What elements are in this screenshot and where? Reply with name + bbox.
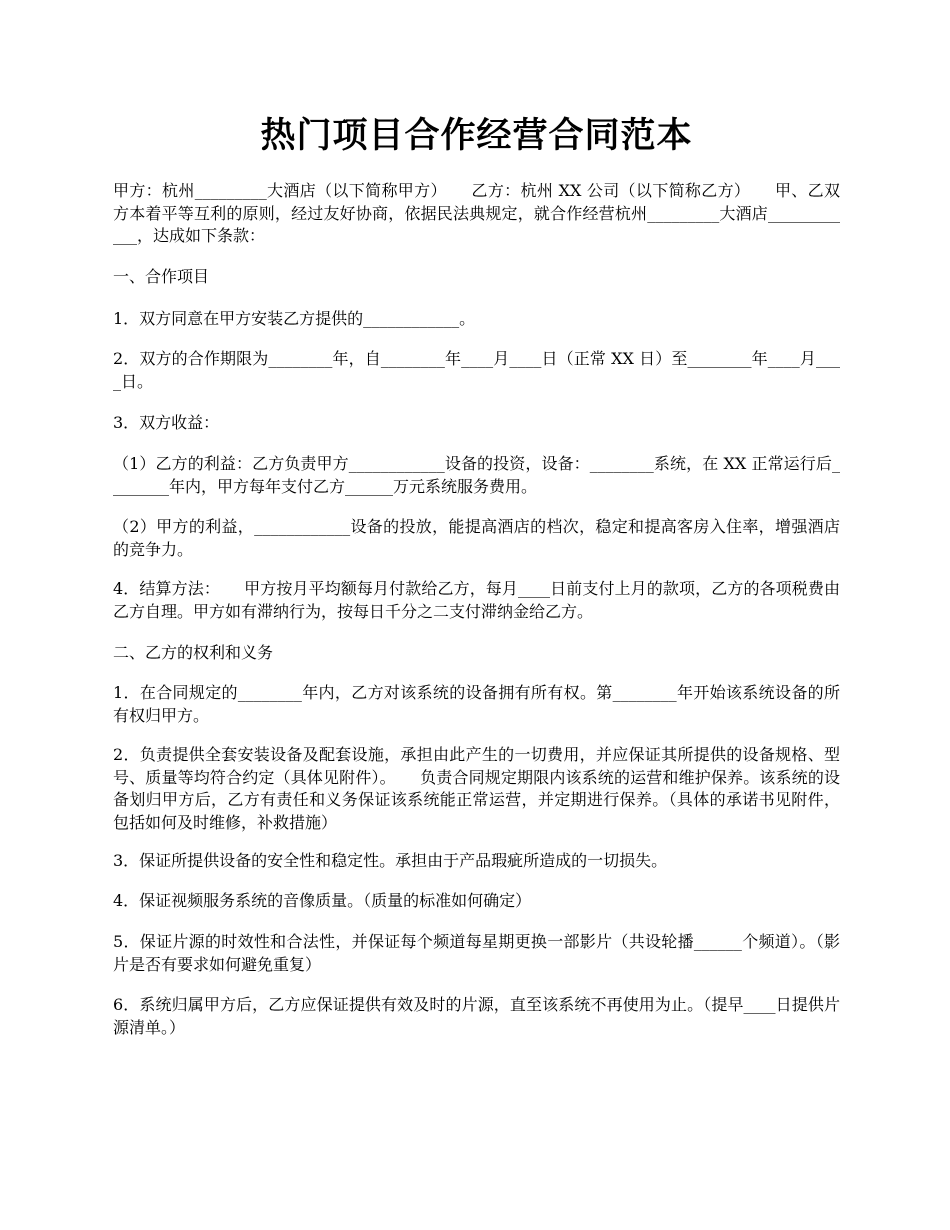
clause-1-3: 3．双方收益： xyxy=(113,413,220,432)
clause-2-4: 4．保证视频服务系统的音像质量。（质量的标准如何确定） xyxy=(113,891,532,910)
clause-2-2: 2．负责提供全套安装设备及配套设施，承担由此产生的一切费用，并应保证其所提供的设备规格、型号、质量等均符合约定（具体见附件）。 负责合同规定期限内该系统的运营和维护保养。该系统的设备划归甲方后，乙方有责任和义务保证该系统能正常运营，并定期进行保养。（具体的承诺书见附件，包括如何及时维修，补救措施） xyxy=(113,745,840,832)
clause-2-5: 5．保证片源的时效性和合法性，并保证每个频道每星期更换一部影片（共设轮播______个频道）。（影片是否有要求如何避免重复） xyxy=(113,932,840,974)
section-heading-cooperation: 一、合作项目 xyxy=(113,267,210,286)
clause-1-4: 4．结算方法： 甲方按月平均额每月付款给乙方，每月____日前支付上月的款项，乙方的各项税费由乙方自理。甲方如有滞纳行为，按每日千分之二支付滞纳金给乙方。 xyxy=(113,579,840,621)
parties-paragraph: 甲方：杭州_________大酒店（以下简称甲方） 乙方：杭州 XX 公司（以下简称乙方） 甲、乙双方本着平等互利的原则，经过友好协商，依据民法典规定，就合作经营杭州_________大酒店____________，达成如下条款： xyxy=(113,181,840,245)
section-heading-rights: 二、乙方的权利和义务 xyxy=(113,643,274,662)
clause-1-1: 1．双方同意在甲方安装乙方提供的____________。 xyxy=(113,309,476,328)
clause-1-3-1: （1）乙方的利益：乙方负责甲方____________设备的投资，设备：________系统，在 XX 正常运行后________年内，甲方每年支付乙方______万元系统服务费用。 xyxy=(113,454,840,496)
document-title: 热门项目合作经营合同范本 xyxy=(260,116,693,156)
clause-2-3: 3．保证所提供设备的安全性和稳定性。承担由于产品瑕疵所造成的一切损失。 xyxy=(113,851,668,870)
clause-2-6: 6．系统归属甲方后，乙方应保证提供有效及时的片源，直至该系统不再使用为止。（提早____日提供片源清单。） xyxy=(113,995,840,1037)
clause-1-3-2: （2）甲方的利益，____________设备的投放，能提高酒店的档次，稳定和提高客房入住率，增强酒店的竞争力。 xyxy=(113,517,840,559)
clause-1-2: 2．双方的合作期限为________年，自________年____月____日（正常 XX 日）至________年____月____日。 xyxy=(113,349,840,391)
clause-2-1: 1．在合同规定的________年内，乙方对该系统的设备拥有所有权。第________年开始该系统设备的所有权归甲方。 xyxy=(113,683,840,725)
